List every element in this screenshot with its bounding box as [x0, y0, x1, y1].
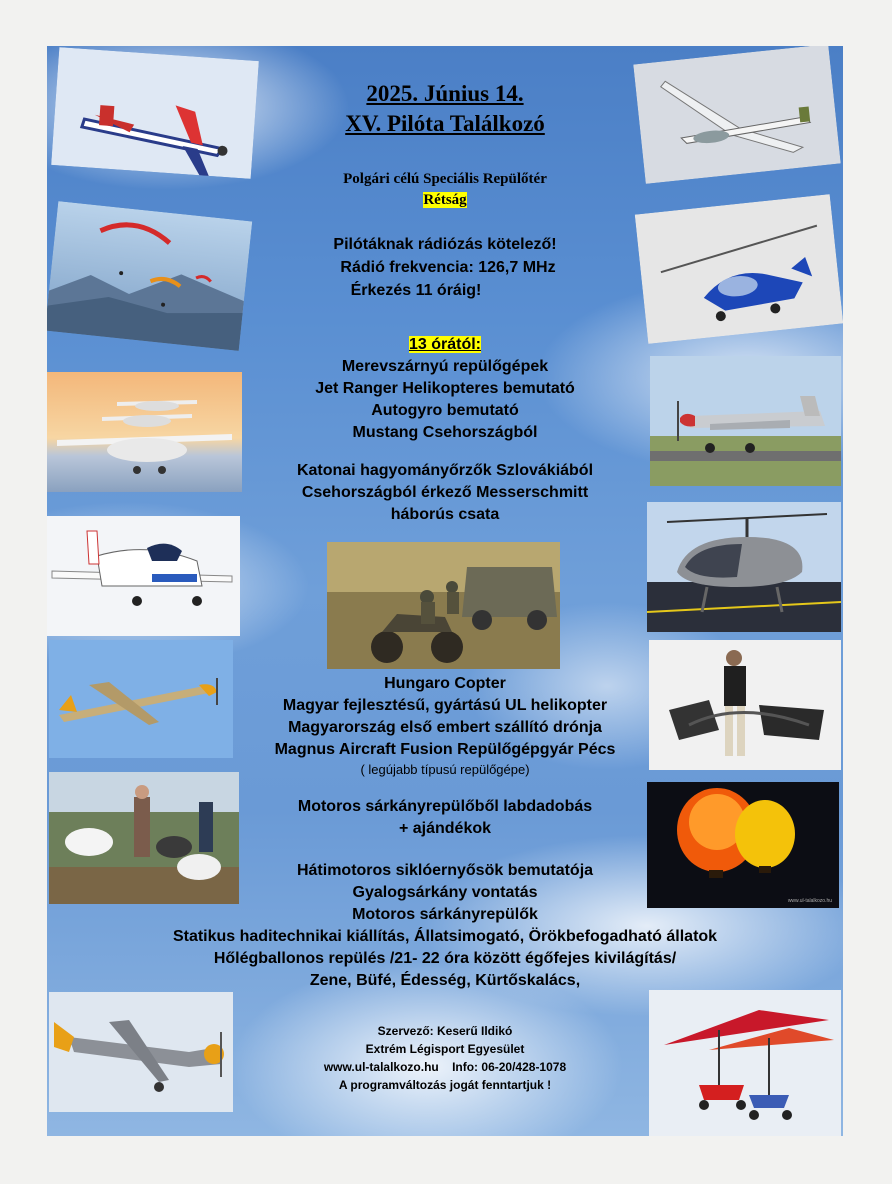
radio-line-3: Érkezés 11 óráig! — [350, 282, 482, 299]
program-item-2: Jet Ranger Helikopteres bemutató — [315, 380, 575, 397]
disclaimer: A programváltozás jogát fenntartjuk ! — [338, 1078, 552, 1092]
fusion-plane-photo — [47, 516, 240, 636]
hungaro-line-4: Magnus Aircraft Fusion Repülőgépgyár Pécs — [274, 741, 616, 758]
balloon-watermark: www.ul-talalkozo.hu — [787, 898, 832, 904]
military-line-3: háborús csata — [390, 506, 500, 523]
extras-line-1: Hátimotoros siklóernyősök bemutatója — [296, 862, 594, 879]
extras-line-3: Motoros sárkányrepülők — [352, 906, 538, 923]
ball-drop-line-1: Motoros sárkányrepülőből labdadobás — [297, 798, 593, 815]
event-date: 2025. Június 14. — [366, 81, 524, 106]
program-item-1: Merevszárnyú repülőgépek — [341, 358, 549, 375]
hungaro-note: ( legújabb típusú repülőgépe) — [360, 762, 530, 777]
extras-line-2: Gyalogsárkány vontatás — [352, 884, 538, 901]
venue-type: Polgári célú Speciális Repülőtér — [343, 171, 547, 187]
extras-line-4: Statikus haditechnikai kiállítás, Állatsimogató, Örökbefogadható állatok — [172, 928, 718, 945]
extras-line-6: Zene, Büfé, Édesség, Kürtőskalács, — [309, 972, 581, 989]
venue-place: Rétság — [423, 192, 467, 208]
extras-line-5: Hőlégballonos repülés /21- 22 óra között égőfejes kivilágítás/ — [213, 950, 677, 967]
military-line-1: Katonai hagyományőrzők Szlovákiából — [296, 462, 594, 479]
program-item-4: Mustang Csehországból — [352, 424, 538, 441]
military-reenactors-photo — [327, 542, 560, 669]
program-item-3: Autogyro bemutató — [371, 402, 519, 419]
event-title: XV. Pilóta Találkozó — [345, 111, 545, 136]
poster — [47, 46, 843, 1136]
hungaro-line-1: Hungaro Copter — [384, 675, 506, 692]
hungaro-line-3: Magyarország első embert szállító drónja — [288, 719, 602, 736]
military-line-2: Csehországból érkező Messerschmitt — [301, 484, 589, 501]
hungaro-line-2: Magyar fejlesztésű, gyártású UL helikopter — [282, 697, 608, 714]
club-name: Extrém Légisport Egyesület — [365, 1042, 525, 1056]
radio-line-2: Rádió frekvencia: 126,7 MHz — [340, 259, 556, 276]
radio-line-1: Pilótáknak rádiózás kötelező! — [333, 236, 557, 253]
organizer: Szervező: Keserű Ildikó — [377, 1024, 513, 1038]
program-from: 13 órától: — [408, 336, 481, 353]
ball-drop-line-2: + ajándékok — [398, 820, 492, 837]
contact-info: www.ul-talalkozo.hu Info: 06-20/428-1078 — [323, 1060, 567, 1074]
